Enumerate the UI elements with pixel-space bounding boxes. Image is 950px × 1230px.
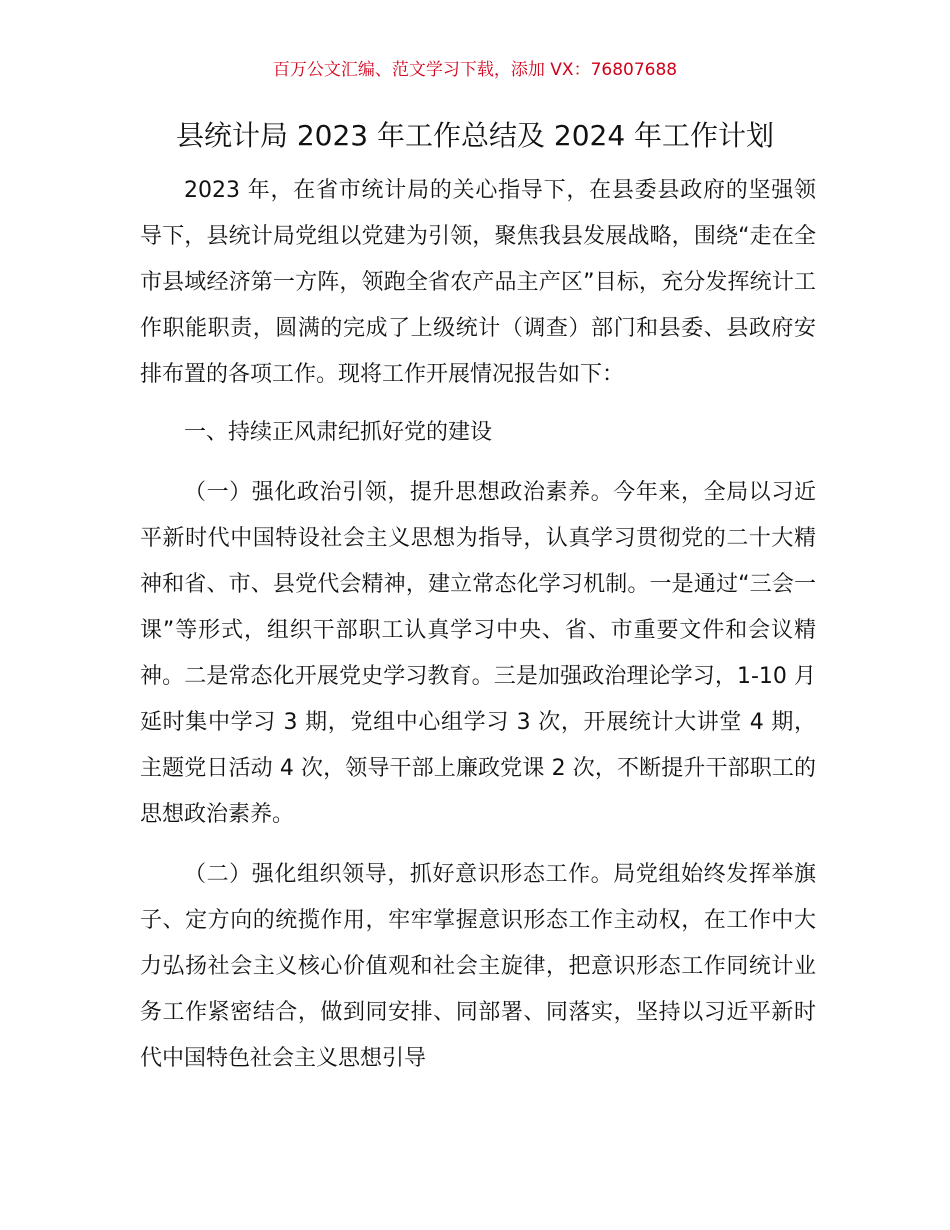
body-paragraph-1: （一）强化政治引领，提升思想政治素养。今年来，全局以习近平新时代中国特设社会主义思想为指导，认真学习贯彻党的二十大精神和省、市、县党代会精神，建立常态化学习机制。一是通过“三会一课”等形式，组织干部职工认真学习中央、省、市重要文件和会议精神。二是常态化开展党史学习教育。三是加强政治理论学习，1-10 月延时集中学习 3 期，党组中心组学习 3 次，开展统计大讲堂 4 期，主题党日活动 4 次，领导干部上廉政党课 2 次，不断提升干部职工的思想政治素养。 bbox=[140, 480, 816, 827]
document-body bbox=[140, 168, 816, 1082]
header-promo-note: 百万公文汇编、范文学习下载，添加 VX：76807688 bbox=[272, 60, 678, 80]
document-title: 县统计局 2023 年工作总结及 2024 年工作计划 bbox=[175, 119, 775, 152]
intro-paragraph: 2023 年，在省市统计局的关心指导下，在县委县政府的坚强领导下，县统计局党组以党建为引领，聚焦我县发展战略，围绕“走在全市县域经济第一方阵，领跑全省农产品主产区”目标，充分发挥统计工作职能职责，圆满的完成了上级统计（调查）部门和县委、县政府安排布置的各项工作。现将工作开展情况报告如下： bbox=[140, 178, 816, 387]
section-heading-1: 一、持续正风肃纪抓好党的建设 bbox=[184, 420, 493, 445]
body-paragraph-2: （二）强化组织领导，抓好意识形态工作。局党组始终发挥举旗子、定方向的统揽作用，牢牢掌握意识形态工作主动权，在工作中大力弘扬社会主义核心价值观和社会主旋律，把意识形态工作同统计业务工作紧密结合，做到同安排、同部署、同落实，坚持以习近平新时代中国特色社会主义思想引导 bbox=[140, 862, 816, 1071]
